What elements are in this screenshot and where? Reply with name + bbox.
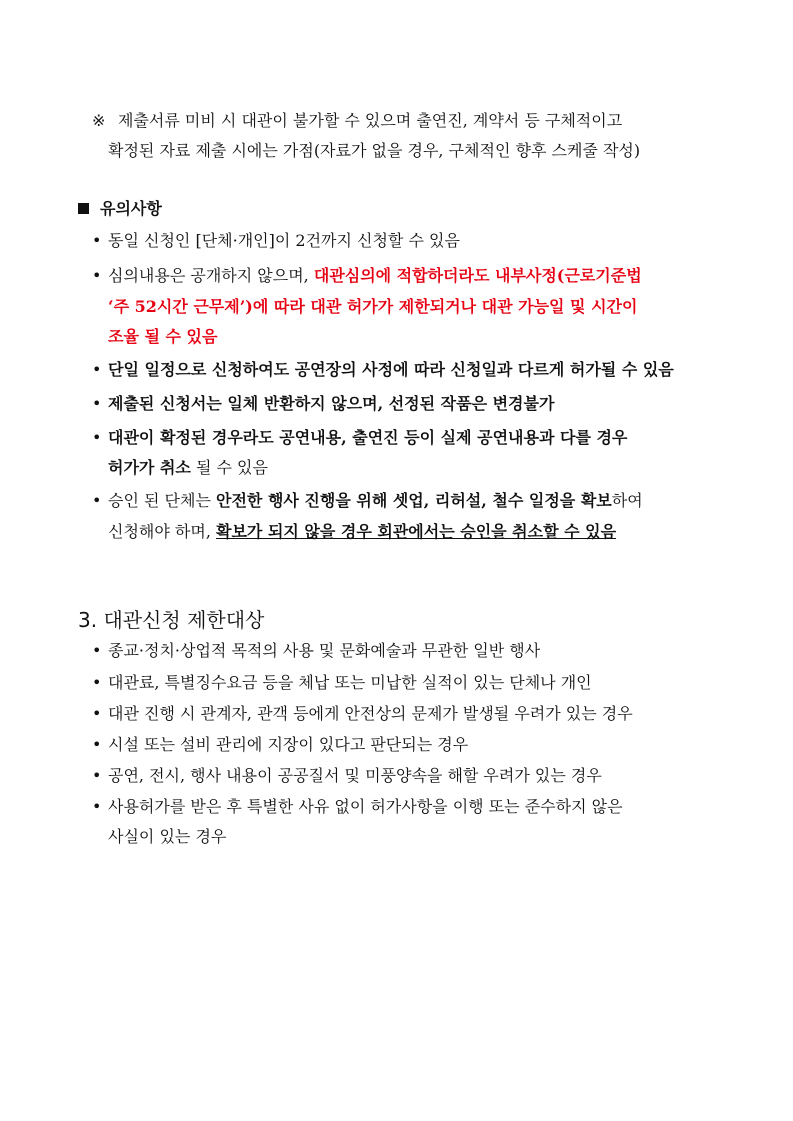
caution-item-3: 단일 일정으로 신청하여도 공연장의 사정에 따라 신청일과 다르게 허가될 수 있음 <box>108 360 674 379</box>
bullet-icon: • <box>92 266 102 285</box>
restriction-item-6-cont: 사실이 있는 경우 <box>108 827 227 846</box>
caution-item-6-line-1 <box>108 490 643 512</box>
caution-item-2-red-2: ‘주 52시간 근무제’)에 따라 대관 허가가 제한되거나 대관 가능일 및 시간이 <box>108 297 638 316</box>
cautions-title: 유의사항 <box>100 199 162 218</box>
caution-item-2-red-3: 조율 될 수 있음 <box>108 327 218 346</box>
section-3-title: 3. 대관신청 제한대상 <box>78 608 265 632</box>
bullet-icon: • <box>92 704 102 723</box>
caution-item-5-bold: 허가가 취소 <box>108 458 191 477</box>
bullet-icon: • <box>92 394 102 413</box>
bullet-icon: • <box>92 797 102 816</box>
bullet-icon: • <box>92 360 102 379</box>
bullet-icon: • <box>92 673 102 692</box>
bullet-icon: • <box>92 641 102 660</box>
notice-mark: ※ <box>92 111 106 130</box>
bullet-icon: • <box>92 735 102 754</box>
caution-item-1: 동일 신청인 [단체·개인]이 2건까지 신청할 수 있음 <box>108 231 460 250</box>
caution-item-2 <box>108 265 642 287</box>
bullet-icon: • <box>92 428 102 447</box>
restriction-item-6: 사용허가를 받은 후 특별한 사유 없이 허가사항을 이행 또는 준수하지 않은 <box>108 797 623 816</box>
caution-item-6-e: 확보가 되지 않을 경우 회관에서는 승인을 취소할 수 있음 <box>216 522 617 541</box>
caution-item-6-a: 승인 된 단체는 <box>108 491 216 510</box>
caution-item-5-line-2 <box>108 457 268 479</box>
square-bullet-icon <box>78 203 89 214</box>
notice-line-2: 확정된 자료 제출 시에는 가점(자료가 없을 경우, 구체적인 향후 스케줄 작성) <box>108 141 641 160</box>
restriction-item-4: 시설 또는 설비 관리에 지장이 있다고 판단되는 경우 <box>108 735 469 754</box>
caution-item-6-d: 신청해야 하며, <box>108 522 216 541</box>
caution-item-6-c: 하여 <box>611 491 643 510</box>
caution-item-2-red-1: 대관심의에 적합하더라도 내부사정(근로기준법 <box>313 266 642 285</box>
caution-item-5-line-1: 대관이 확정된 경우라도 공연내용, 출연진 등이 실제 공연내용과 다를 경우 <box>108 428 628 447</box>
bullet-icon: • <box>92 491 102 510</box>
restriction-item-5: 공연, 전시, 행사 내용이 공공질서 및 미풍양속을 해할 우려가 있는 경우 <box>108 766 602 785</box>
caution-item-2-plain: 심의내용은 공개하지 않으며, <box>108 266 314 285</box>
notice-line-1: 제출서류 미비 시 대관이 불가할 수 있으며 출연진, 계약서 등 구체적이고 <box>118 111 623 130</box>
caution-item-6-line-2 <box>108 521 616 543</box>
restriction-item-2: 대관료, 특별징수요금 등을 체납 또는 미납한 실적이 있는 단체나 개인 <box>108 673 592 692</box>
bullet-icon: • <box>92 766 102 785</box>
restriction-item-1: 종교·정치·상업적 목적의 사용 및 문화예술과 무관한 일반 행사 <box>108 641 541 660</box>
bullet-icon: • <box>92 231 102 250</box>
restriction-item-3: 대관 진행 시 관계자, 관객 등에게 안전상의 문제가 발생될 우려가 있는 경우 <box>108 704 633 723</box>
caution-item-5-rest: 될 수 있음 <box>190 458 268 477</box>
caution-item-6-b: 안전한 행사 진행을 위해 셋업, 리허설, 철수 일정을 확보 <box>216 491 612 510</box>
caution-item-4: 제출된 신청서는 일체 반환하지 않으며, 선정된 작품은 변경불가 <box>108 394 555 413</box>
